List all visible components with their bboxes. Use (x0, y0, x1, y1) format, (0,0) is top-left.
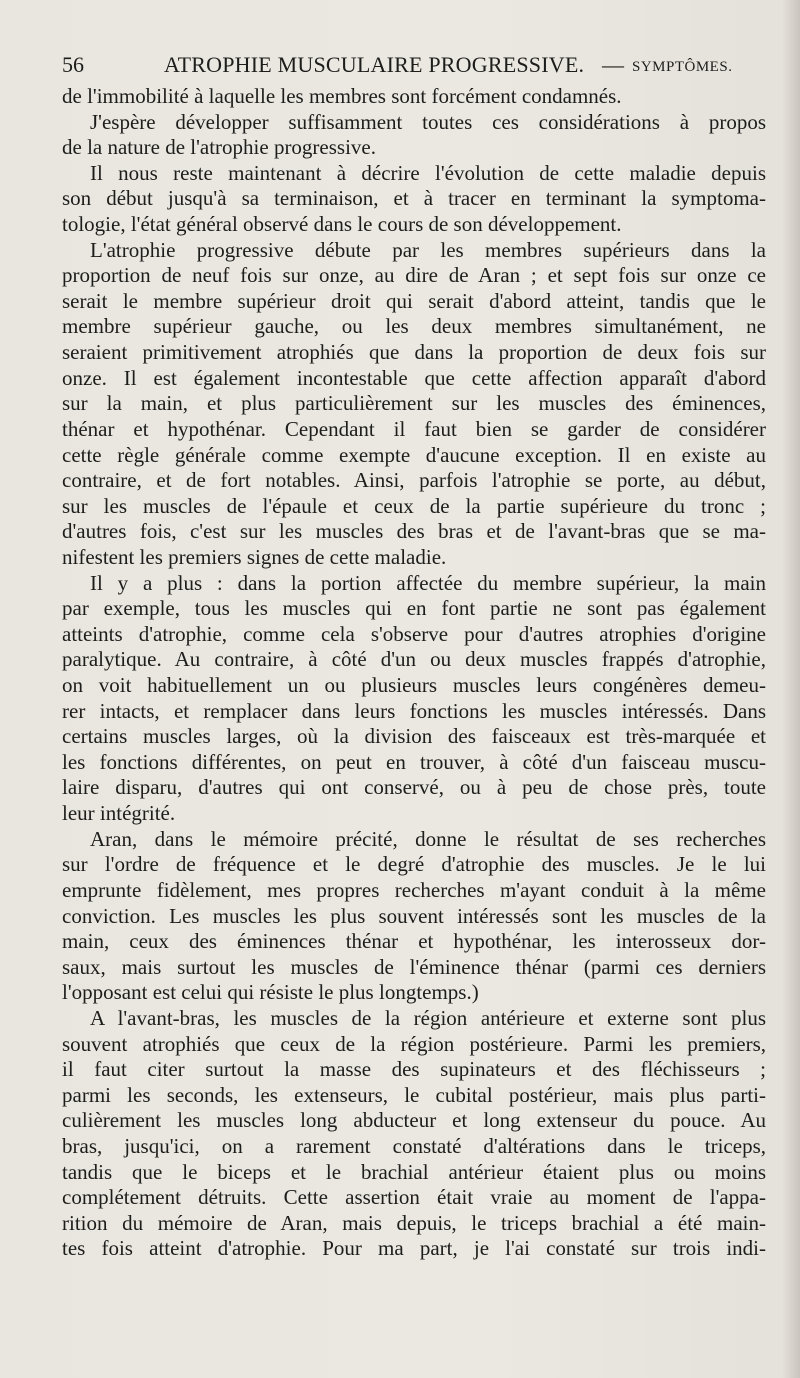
page-edge-shadow (782, 0, 800, 1378)
text-line: paralytique. Au contraire, à côté d'un ou deux muscles frappés d'atrophie, (62, 647, 766, 672)
text-line: J'espère développer suffisamment toutes ces considérations à propos (90, 109, 766, 134)
text-line: proportion de neuf fois sur onze, au dire de Aran ; et sept fois sur onze ce (62, 263, 766, 288)
text-line: main, ceux des éminences thénar et hypothénar, les interosseux dor- (62, 929, 766, 954)
text-line: complétement détruits. Cette assertion était vraie au moment de l'appa- (62, 1185, 766, 1210)
text-line: rition du mémoire de Aran, mais depuis, le triceps brachial a été main- (62, 1210, 766, 1235)
text-line: tandis que le biceps et le brachial antérieur étaient plus ou moins (62, 1159, 766, 1184)
body-text (62, 84, 766, 1262)
running-title: ATROPHIE MUSCULAIRE PROGRESSIVE. (164, 52, 585, 77)
text-line: conviction. Les muscles les plus souvent intéressés sont les muscles de la (62, 903, 766, 928)
text-line: Il y a plus : dans la portion affectée du membre supérieur, la main (90, 570, 766, 595)
text-line: saux, mais surtout les muscles de l'éminence thénar (parmi ces derniers (62, 954, 766, 979)
text-line: certains muscles larges, où la division des faisceaux est très-marquée et (62, 724, 766, 749)
text-line: thénar et hypothénar. Cependant il faut bien se garder de considérer (62, 416, 766, 441)
text-line: sur la main, et plus particulièrement sur les muscles des éminences, (62, 391, 766, 416)
text-line: nifestent les premiers signes de cette maladie. (62, 544, 447, 569)
text-line: culièrement les muscles long abducteur et long extenseur du pouce. Au (62, 1108, 766, 1133)
running-dash: — (602, 52, 624, 77)
text-line: atteints d'atrophie, comme cela s'observe pour d'autres atrophies d'origine (62, 621, 766, 646)
text-line: tologie, l'état général observé dans le cours de son développement. (62, 212, 622, 237)
text-line: onze. Il est également incontestable que cette affection apparaît d'abord (62, 365, 766, 390)
text-line: les fonctions différentes, on peut en trouver, à côté d'un faisceau muscu- (62, 749, 766, 774)
text-line: de l'immobilité à laquelle les membres sont forcément condamnés. (62, 84, 622, 108)
text-line: rer intacts, et remplacer dans leurs fonctions les muscles intéressés. Dans (62, 698, 766, 723)
text-line: de la nature de l'atrophie progressive. (62, 135, 376, 160)
text-line: Aran, dans le mémoire précité, donne le résultat de ses recherches (90, 826, 766, 851)
text-line: emprunte fidèlement, mes propres recherches m'ayant conduit à la même (62, 877, 766, 902)
text-line: sur l'ordre de fréquence et le degré d'atrophie des muscles. Je le lui (62, 852, 766, 877)
text-line: souvent atrophiés que ceux de la région postérieure. Parmi les premiers, (62, 1031, 766, 1056)
running-section: SYMPTÔMES. (632, 59, 733, 75)
text-line: serait le membre supérieur droit qui serait d'abord atteint, tandis que le (62, 288, 766, 313)
page-number: 56 (62, 52, 84, 77)
text-line: on voit habituellement un ou plusieurs muscles leurs congénères demeu- (62, 673, 766, 698)
text-line: L'atrophie progressive débute par les membres supérieurs dans la (90, 237, 766, 262)
text-line: laire disparu, d'autres qui ont conservé, ou à peu de chose près, toute (62, 775, 766, 800)
text-line: membre supérieur gauche, ou les deux membres simultanément, ne (62, 314, 766, 339)
text-line: seraient primitivement atrophiés que dans la proportion de deux fois sur (62, 340, 766, 365)
running-header (62, 50, 762, 80)
text-line: sur les muscles de l'épaule et ceux de la partie supérieure du tronc ; (62, 493, 766, 518)
text-line: par exemple, tous les muscles qui en font partie ne sont pas également (62, 596, 766, 621)
text-line: l'opposant est celui qui résiste le plus longtemps.) (62, 980, 479, 1005)
text-line: leur intégrité. (62, 801, 176, 826)
text-line: bras, jusqu'ici, on a rarement constaté d'altérations dans le triceps, (62, 1133, 766, 1158)
text-line: contraire, et de fort notables. Ainsi, parfois l'atrophie se porte, au début, (62, 468, 766, 493)
text-line: son début jusqu'à sa terminaison, et à tracer en terminant la symptoma- (62, 186, 766, 211)
text-line: cette règle générale comme exempte d'aucune exception. Il en existe au (62, 442, 766, 467)
text-line: d'autres fois, c'est sur les muscles des bras et de l'avant-bras que se ma- (62, 519, 766, 544)
text-line: il faut citer surtout la masse des supinateurs et des fléchisseurs ; (62, 1057, 766, 1082)
text-line: tes fois atteint d'atrophie. Pour ma part, je l'ai constaté sur trois indi- (62, 1236, 766, 1261)
text-line: Il nous reste maintenant à décrire l'évolution de cette maladie depuis (90, 160, 766, 185)
text-line: parmi les seconds, les extenseurs, le cubital postérieur, mais plus parti- (62, 1082, 766, 1107)
text-line: A l'avant-bras, les muscles de la région antérieure et externe sont plus (90, 1005, 766, 1030)
